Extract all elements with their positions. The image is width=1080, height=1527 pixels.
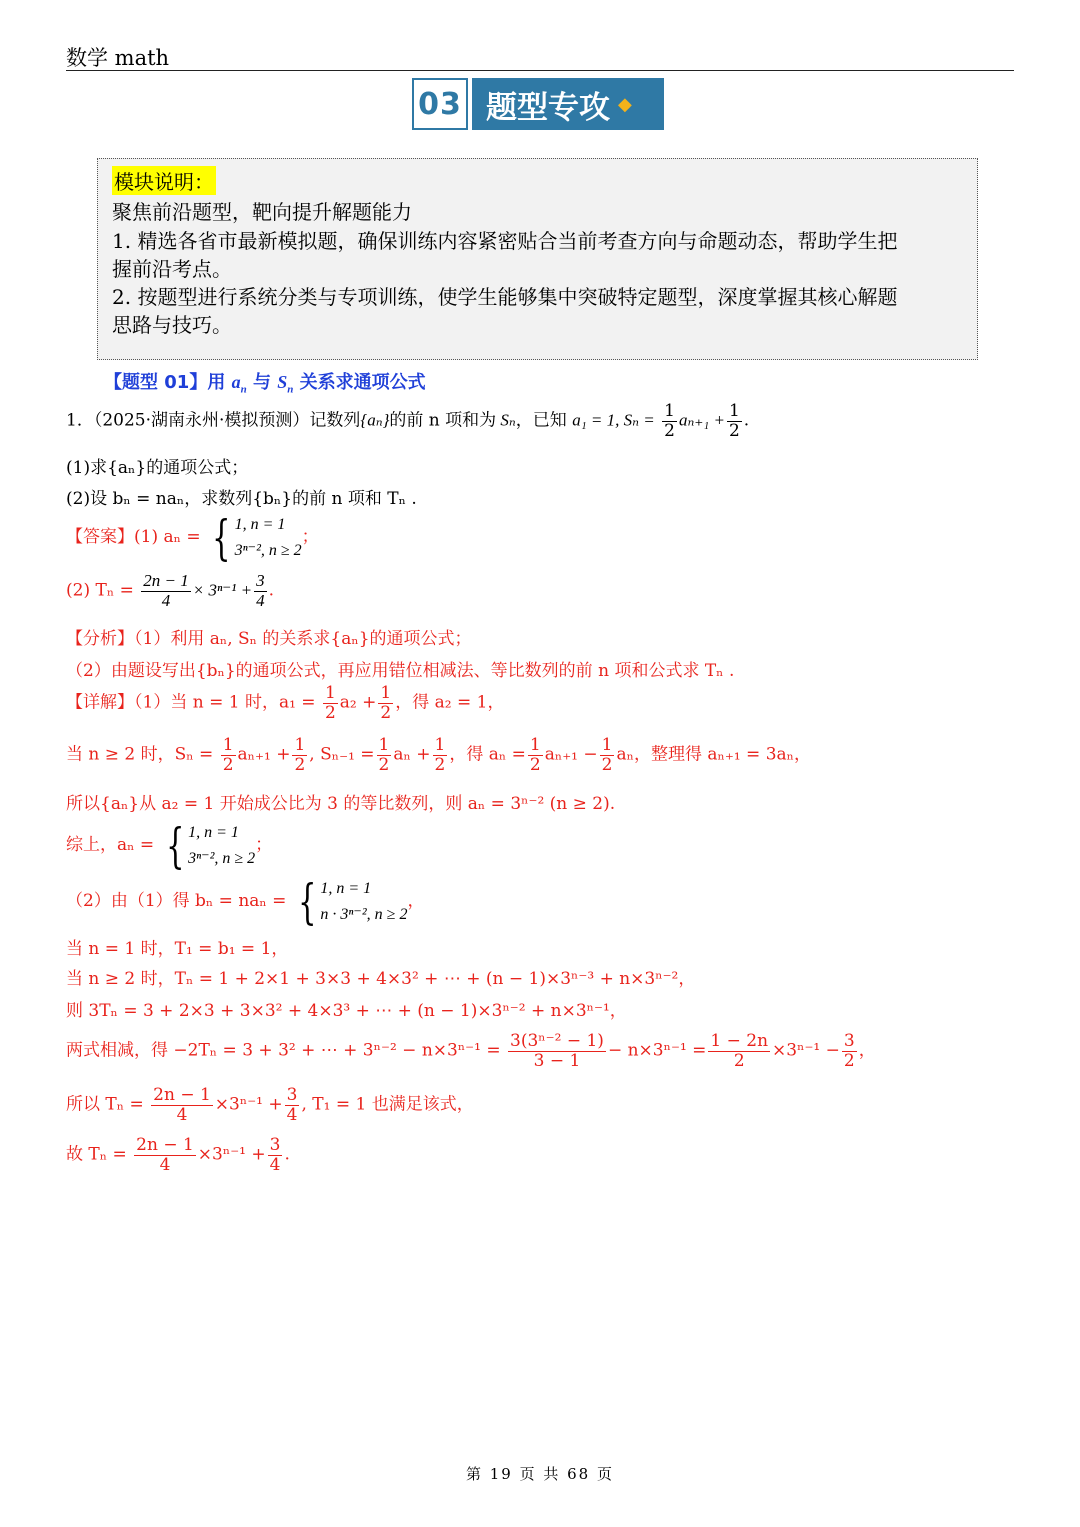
qtype-an: a [231,372,241,392]
detail-l4-a: 综上，aₙ = [66,835,155,856]
detail-line-1: 【详解】（1）当 n = 1 时，a₁ = $\frac{1}{2}$ a₂ + $\frac{1}{2}$ ，得 a₂ = 1， [66,683,505,723]
section-badge [412,78,664,130]
detail-l1-c: ，得 a₂ = 1， [395,692,505,713]
detail-l5-case-2: n · 3ⁿ⁻², n ≥ 2 [320,905,408,923]
analysis-line-1: 【分析】（1）利用 aₙ, Sₙ 的关系求{aₙ}的通项公式； [66,629,472,649]
detail-l4-end: ； [255,835,273,856]
detail-l9-b: − n×3ⁿ⁻¹ = [607,1040,707,1061]
answer-p2-mid: × 3ⁿ⁻¹ + [192,580,253,600]
detail-l2-a: 当 n ≥ 2 时，Sₙ = [66,744,214,765]
qtype-mid: 与 [246,372,278,393]
detail-line-7: 当 n ≥ 2 时，Tₙ = 1 + 2×1 + 3×3 + 4×3² + ⋯ + (n − 1)×3ⁿ⁻³ + n×3ⁿ⁻²， [66,969,696,989]
answer-frac-num-2: 3 [256,571,265,590]
frac-num: 1 [664,401,675,421]
header-subject: 数学 math [66,46,170,70]
detail-l2-e: ，得 aₙ = [449,744,526,765]
detail-l11-a: 故 Tₙ = [66,1144,127,1165]
answer-label: 【答案】 [66,527,134,548]
detail-l10-den2: 4 [286,1104,298,1125]
detail-l5-a: （2）由（1）得 bₙ = naₙ = [66,891,287,912]
module-line-2: 1. 精选各省市最新模拟题，确保训练内容紧密贴合当前考查方向与命题动态，帮助学生把 [112,229,898,253]
detail-l5-end: ， [407,891,425,912]
module-label: 模块说明： [112,166,216,195]
analysis-line-2: （2）由题设写出{bₙ}的通项公式，再应用错位相减法、等比数列的前 n 项和公式求 Tₙ . [66,661,735,681]
module-line-4: 2. 按题型进行系统分类与专项训练，使学生能够集中突破特定题型，深度掌握其核心解题 [112,285,898,309]
detail-l2-d: aₙ + [393,744,431,765]
detail-l10-num: 2n − 1 [153,1085,211,1105]
answer-p1: (1) aₙ = [134,527,201,548]
detail-l4-case-2: 3ⁿ⁻², n ≥ 2 [188,849,256,867]
answer-frac-den-2: 4 [256,590,265,610]
page-number: 第 19 页 共 68 页 [465,1465,614,1483]
detail-l11-num: 2n − 1 [136,1135,194,1155]
detail-line-6: 当 n = 1 时，T₁ = b₁ = 1， [66,939,289,959]
qtype-suffix: 关系求通项公式 [293,372,426,393]
frac-num: 1 [728,401,740,421]
answer-frac-den: 4 [161,590,171,610]
detail-l9-num2: 1 − 2n [710,1031,769,1051]
detail-l9-num: 3(3ⁿ⁻² − 1) [510,1031,604,1051]
detail-l11-end: . [284,1144,290,1165]
qtype-sn: S [277,372,288,392]
detail-l11-den2: 4 [269,1154,281,1175]
frac-den: 2 [728,420,740,441]
module-line-3: 握前沿考点。 [112,257,232,281]
detail-l9-num3: 3 [843,1031,855,1051]
question-stem: 1．（2025·湖南永州·模拟预测）记数列{aₙ}的前 n 项和为 Sₙ，已知 a₁ = 1, Sₙ = $\frac{1}{2}$ aₙ₊₁ + $\frac{1}{2}$ . [66,401,750,441]
answer-part-1 [66,509,319,566]
answer-p2: (2) Tₙ = [66,580,134,601]
detail-l10-b: ×3ⁿ⁻¹ + [214,1094,283,1115]
question-type-heading: 【题型 01】用 $a_n$ 与 $S_n$ 关系求通项公式 [104,372,426,396]
detail-l9-den: 3 − 1 [533,1050,581,1071]
stem-b: 的前 n 项和为 [389,410,497,431]
diamond-icon: ◆ [618,93,632,115]
stem-a: 1．（2025·湖南永州·模拟预测）记数列 [66,410,361,431]
detail-line-2: 当 n ≥ 2 时，Sₙ = $\frac{1}{2}$ aₙ₊₁ + $\frac{1}{2}$ , Sₙ₋₁ = $\frac{1}{2}$ aₙ + $\frac{1}{2}$ ，得 aₙ = $\frac{1}{2}$ aₙ₊₁ − $\frac{1}{2}$ aₙ，整理得 aₙ₊₁ = 3aₙ， [66,735,811,775]
detail-l10-a: 所以 Tₙ = [66,1094,144,1115]
badge-title [472,78,664,130]
answer-p1-end: ； [301,527,319,548]
question-part-2: (2)设 bₙ = naₙ，求数列{bₙ}的前 n 项和 Tₙ . [66,489,417,509]
detail-l10-c: , T₁ = 1 也满足该式， [301,1094,474,1115]
detail-l4-case-1: 1, n = 1 [188,824,239,841]
detail-l10-den: 4 [176,1104,188,1125]
stem-formula: a₁ = 1, Sₙ = [572,410,655,430]
header-divider [66,70,1014,71]
badge-title-text: 题型专攻 [486,89,610,126]
detail-l10-num2: 3 [286,1085,298,1105]
detail-l1-a: 【详解】（1）当 n = 1 时，a₁ = [66,692,316,713]
detail-line-4: 综上，aₙ = { 1, n = 1 3ⁿ⁻², n ≥ 2 ； [66,817,273,874]
detail-l11-num2: 3 [269,1135,281,1155]
answer-frac-num: 2n − 1 [143,571,189,590]
badge-number: 03 [412,78,468,130]
detail-line-5: （2）由（1）得 bₙ = naₙ = { 1, n = 1 n · 3ⁿ⁻², n ≥ 2 ， [66,873,425,930]
answer-cases: { 1, n = 1 3ⁿ⁻², n ≥ 2 [212,509,302,566]
detail-l9-den3: 2 [843,1050,855,1071]
detail-line-10 [66,1086,474,1124]
detail-l11-b: ×3ⁿ⁻¹ + [197,1144,266,1165]
detail-l2-b: aₙ₊₁ + [237,744,291,765]
answer-case-2: 3ⁿ⁻², n ≥ 2 [234,541,302,559]
module-line-5: 思路与技巧。 [112,313,232,337]
answer-part-2 [66,572,274,610]
detail-l9-end: ， [858,1040,876,1061]
stem-c: ，已知 [515,410,567,431]
detail-l5-case-1: 1, n = 1 [320,880,372,897]
qtype-prefix: 【题型 01】用 [104,372,232,393]
answer-case-1: 1, n = 1 [234,516,286,533]
detail-l9-c: ×3ⁿ⁻¹ − [772,1040,840,1061]
detail-line-3: 所以{aₙ}从 a₂ = 1 开始成公比为 3 的等比数列，则 aₙ = 3ⁿ⁻² (n ≥ 2). [66,794,616,814]
detail-l11-den: 4 [159,1154,171,1175]
frac-den: 2 [664,420,675,441]
answer-p2-end: . [268,580,274,601]
question-part-1: (1)求{aₙ}的通项公式； [66,458,249,478]
module-line-1: 聚焦前沿题型，靶向提升解题能力 [112,200,412,224]
detail-l9-a: 两式相减，得 −2Tₙ = 3 + 3² + ⋯ + 3ⁿ⁻² − n×3ⁿ⁻¹ = [66,1040,501,1061]
detail-line-11 [66,1136,290,1174]
detail-l2-c: , Sₙ₋₁ = [309,744,375,765]
detail-l2-g: aₙ，整理得 aₙ₊₁ = 3aₙ， [616,744,811,765]
detail-line-8: 则 3Tₙ = 3 + 2×3 + 3×3² + 4×3³ + ⋯ + (n − 1)×3ⁿ⁻² + n×3ⁿ⁻¹， [66,1001,627,1021]
detail-line-9 [66,1032,876,1070]
detail-l9-den2: 2 [733,1050,745,1071]
detail-l1-b: a₂ + [339,692,377,713]
detail-l2-f: aₙ₊₁ − [544,744,598,765]
